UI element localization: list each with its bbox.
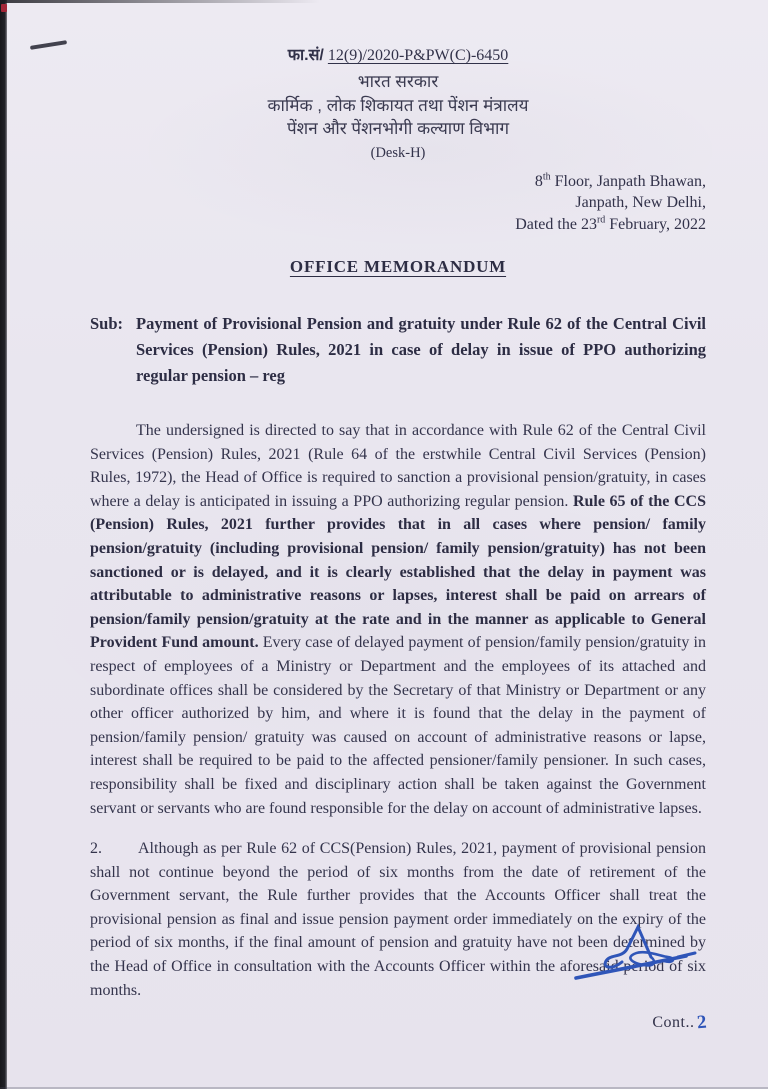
paragraph-1-end: Every case of delayed payment of pension/family pension/gratuity in respect of employees of a Ministry or Department and the employees of its attached and subordinate offices shall be considered by the Secretary of that Ministry or Department or any other officer authorized by him, and where it is found that the delay in the payment of pension/family pension/ gratuity was caused on account of administrative reasons or lapse, interest shall be required to be paid to the affected pensioner/family pensioner. In such cases, responsibility shall be fixed and disciplinary action shall be taken against the Government servant or servants who are found responsible for the delay on account of administrative lapses. — [90, 634, 706, 817]
paragraph-1-start: The undersigned is directed to say that in accordance with Rule 62 of the Central Civil Services (Pension) Rules, 2021 (Rule 64 of the erstwhile Central Civil Services (Pension) Rules, 1972), the Head of Office is required to sanction a provisional pension/gratuity, in cases where a delay is anticipated in issuing a PPO authorizing regular pension. — [90, 422, 706, 510]
address-date-block — [90, 171, 706, 236]
date-line: Dated the 23rd February, 2022 — [515, 214, 706, 233]
file-number-label: फा.सं/ — [287, 47, 324, 64]
continuation-label: Cont.. — [652, 1014, 695, 1032]
memo-title: OFFICE MEMORANDUM — [289, 257, 507, 276]
continuation-page-number: 2 — [695, 1011, 707, 1034]
signature-ink — [562, 916, 712, 1006]
memo-header — [90, 44, 706, 165]
paragraph-1 — [90, 419, 706, 820]
govt-of-india-line: भारत सरकार — [357, 72, 439, 91]
subject-text: Payment of Provisional Pension and gratuity under Rule 62 of the Central Civil Services (Pension) Rules, 2021 in case of delay in issue of PPO authorizing regular pension – reg — [136, 314, 706, 385]
ministry-line: कार्मिक , लोक शिकायत तथा पेंशन मंत्रालय — [267, 95, 529, 115]
address-line-2: Janpath, New Delhi, — [575, 194, 706, 211]
paragraph-2-text: Although as per Rule 62 of CCS(Pension) Rules, 2021, payment of provisional pension shall not continue beyond the period of six months from the date of retirement of the Government servant, the Rule further provides that the Accounts Officer shall treat the provisional pension as final and issue pension payment order immediately on the expiry of the period of six months, if the final amount of pension and gratuity have not been determined by the Head of Office in consultation with the Accounts Officer within the aforesaid period of six months. — [90, 840, 706, 999]
ordinal-sup: rd — [596, 214, 606, 226]
subject-label: Sub: — [90, 314, 124, 333]
file-number: 12(9)/2020-P&PW(C)-6450 — [327, 47, 509, 64]
department-line: पेंशन और पेंशनभोगी कल्याण विभाग — [286, 119, 510, 138]
file-number-line — [90, 44, 706, 67]
subject-block — [90, 311, 706, 389]
address-line-1: 8th Floor, Janpath Bhawan, — [534, 171, 706, 190]
continuation-line — [90, 1011, 706, 1033]
ordinal-sup: th — [542, 171, 551, 183]
paragraph-1-bold-rule65: Rule 65 of the CCS (Pension) Rules, 2021 further provides that in all cases where pension/ family pension/gratuity (including provisional pension/ family pension/gratuity) has not been sanctioned or is delayed, and it is clearly established that the delay in payment was attributable to administrative reasons or lapses, interest shall be paid on arrears of pension/family pension/gratuity at the rate and in the manner as applicable to General Provident Fund amount. — [90, 492, 706, 652]
paragraph-2-number: 2. — [90, 840, 102, 858]
desk-line: (Desk-H) — [370, 144, 426, 161]
